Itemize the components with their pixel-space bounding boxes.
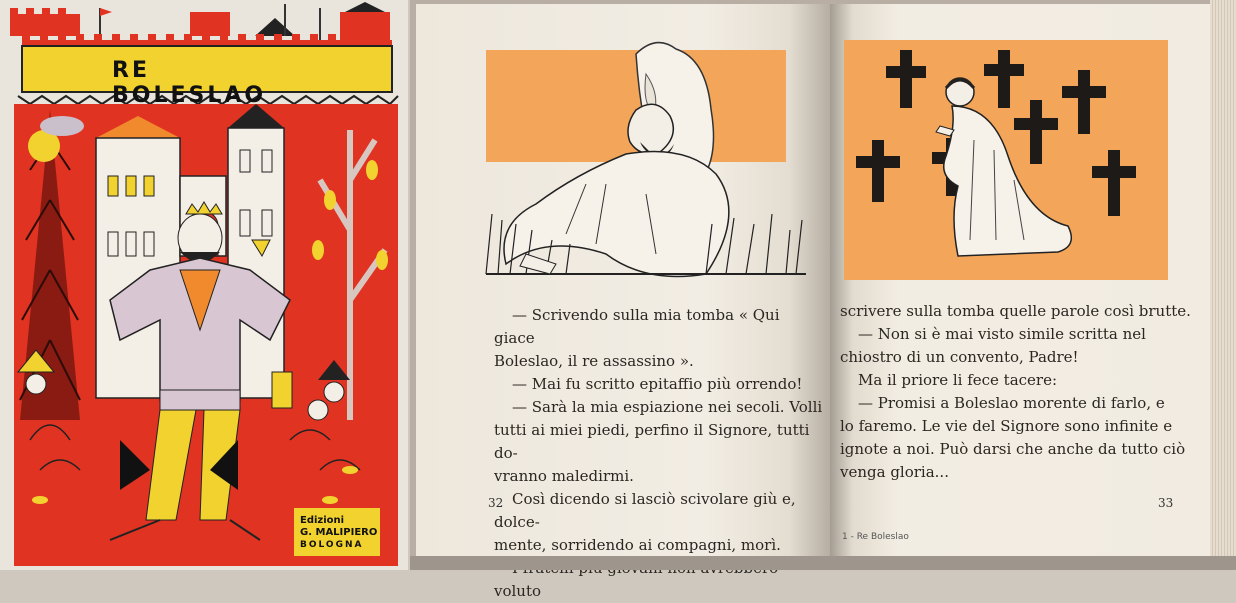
page-number-right: 33 [1158, 496, 1174, 510]
text-line: lo faremo. Le vie del Signore sono infinite e [840, 417, 1173, 435]
running-head: 1 - Re Boleslao [842, 532, 909, 542]
publisher-line-2: G. MALIPIERO [300, 527, 378, 538]
text-line: Così dicendo si lasciò scivolare giù e, dolce- [494, 490, 796, 531]
right-page [830, 4, 1210, 556]
page-stack-edge [1210, 0, 1236, 570]
book-cover [0, 0, 408, 570]
text-line: venga gloria... [840, 463, 949, 481]
text-line: voluto [494, 582, 542, 600]
cover-title: RE BOLESLAO [112, 58, 267, 108]
text-line: mente, sorridendo ai compagni, morì. [494, 536, 781, 554]
page-number-left: 32 [488, 496, 504, 510]
text-line: — Mai fu scritto epitaffio più orrendo! [512, 375, 803, 393]
right-page-text [840, 300, 1200, 484]
text-line: — Sarà la mia espiazione nei secoli. Volli [512, 398, 823, 416]
two-monks-illustration [486, 34, 816, 289]
text-line: — Promisi a Boleslao morente di farlo, e [858, 394, 1165, 412]
text-line: ignote a noi. Può darsi che anche da tutto ciò [840, 440, 1186, 458]
text-line: vranno maledirmi. [494, 467, 634, 485]
publisher-line-1: Edizioni [300, 515, 345, 526]
spread-bottom-shadow [410, 556, 1236, 570]
publisher-line-3: BOLOGNA [300, 540, 364, 550]
open-book-spread [410, 0, 1236, 600]
praying-monk-illustration [844, 40, 1168, 280]
text-line: — Scrivendo sulla mia tomba « Qui giace [494, 306, 780, 347]
text-line: chiostro di un convento, Padre! [840, 348, 1079, 366]
text-line: scrivere sulla tomba quelle parole così brutte. [840, 302, 1191, 320]
text-line: tutti ai miei piedi, perfino il Signore, tutti do- [494, 421, 810, 462]
left-page [416, 4, 830, 600]
text-line: Ma il priore li fece tacere: [858, 371, 1058, 389]
publisher-label [300, 515, 377, 551]
text-line: — Non si è mai visto simile scritta nel [858, 325, 1146, 343]
text-line: Boleslao, il re assassino ». [494, 352, 694, 370]
